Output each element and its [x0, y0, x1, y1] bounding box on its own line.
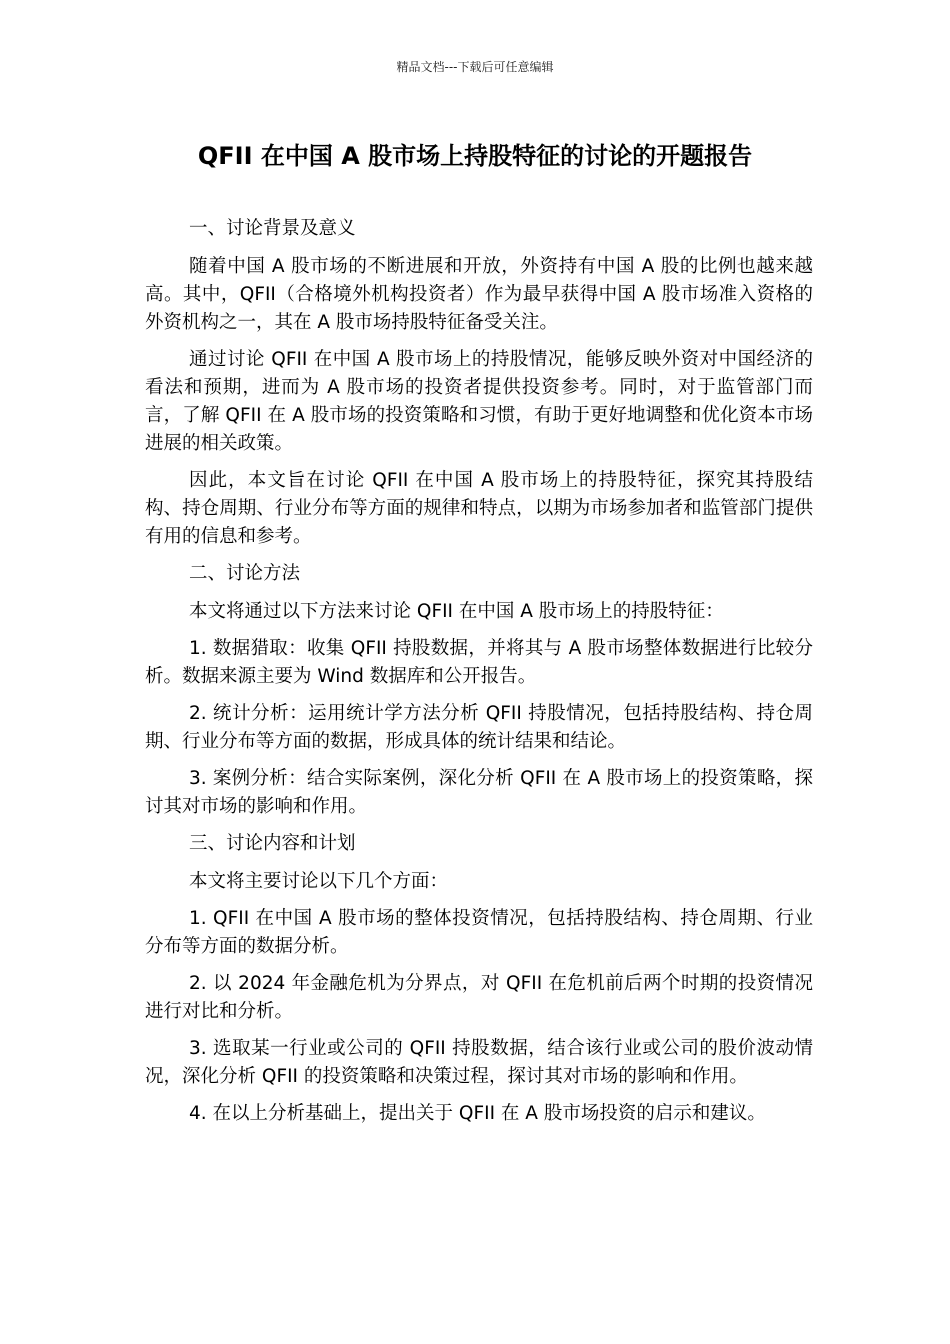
- section-heading-content: 三、讨论内容和计划: [189, 833, 356, 854]
- paragraph-method-intro: 本文将通过以下方法来讨论 QFII 在中国 A 股市场上的持股特征：: [189, 601, 724, 622]
- list-item-method-3: 3. 案例分析：结合实际案例，深化分析 QFII 在 A 股市场上的投资策略，探讨其对市场的影响和作用。: [145, 768, 813, 817]
- list-item-content-2: 2. 以 2024 年金融危机为分界点，对 QFII 在危机前后两个时期的投资情况进行对比和分析。: [145, 973, 813, 1022]
- document-title: QFII 在中国 A 股市场上持股特征的讨论的开题报告: [197, 142, 753, 170]
- header-note: 精品文档---下载后可任意编辑: [396, 60, 554, 74]
- section-heading-background: 一、讨论背景及意义: [189, 218, 356, 239]
- list-item-content-4: 4. 在以上分析基础上，提出关于 QFII 在 A 股市场投资的启示和建议。: [189, 1103, 766, 1124]
- paragraph-background-1: 随着中国 A 股市场的不断进展和开放，外资持有中国 A 股的比例也越来越高。其中，QFII（合格境外机构投资者）作为最早获得中国 A 股市场准入资格的外资机构之一，其在 A 股市场持股特征备受关注。: [145, 256, 813, 333]
- section-heading-method: 二、讨论方法: [189, 563, 301, 584]
- paragraph-background-2: 通过讨论 QFII 在中国 A 股市场上的持股情况，能够反映外资对中国经济的看法和预期，进而为 A 股市场的投资者提供投资参考。同时，对于监管部门而言，了解 QFII 在 A 股市场的投资策略和习惯，有助于更好地调整和优化资本市场进展的相关政策。: [145, 349, 813, 454]
- list-item-method-2: 2. 统计分析：运用统计学方法分析 QFII 持股情况，包括持股结构、持仓周期、行业分布等方面的数据，形成具体的统计结果和结论。: [145, 703, 813, 752]
- list-item-method-1: 1. 数据猎取：收集 QFII 持股数据，并将其与 A 股市场整体数据进行比较分析。数据来源主要为 Wind 数据库和公开报告。: [145, 638, 813, 687]
- list-item-content-1: 1. QFII 在中国 A 股市场的整体投资情况，包括持股结构、持仓周期、行业分布等方面的数据分析。: [145, 908, 813, 957]
- paragraph-content-intro: 本文将主要讨论以下几个方面：: [189, 871, 449, 892]
- paragraph-background-3: 因此，本文旨在讨论 QFII 在中国 A 股市场上的持股特征，探究其持股结构、持仓周期、行业分布等方面的规律和特点，以期为市场参加者和监管部门提供有用的信息和参考。: [145, 470, 813, 547]
- document-body: [145, 215, 813, 1137]
- list-item-content-3: 3. 选取某一行业或公司的 QFII 持股数据，结合该行业或公司的股价波动情况，深化分析 QFII 的投资策略和决策过程，探讨其对市场的影响和作用。: [145, 1038, 813, 1087]
